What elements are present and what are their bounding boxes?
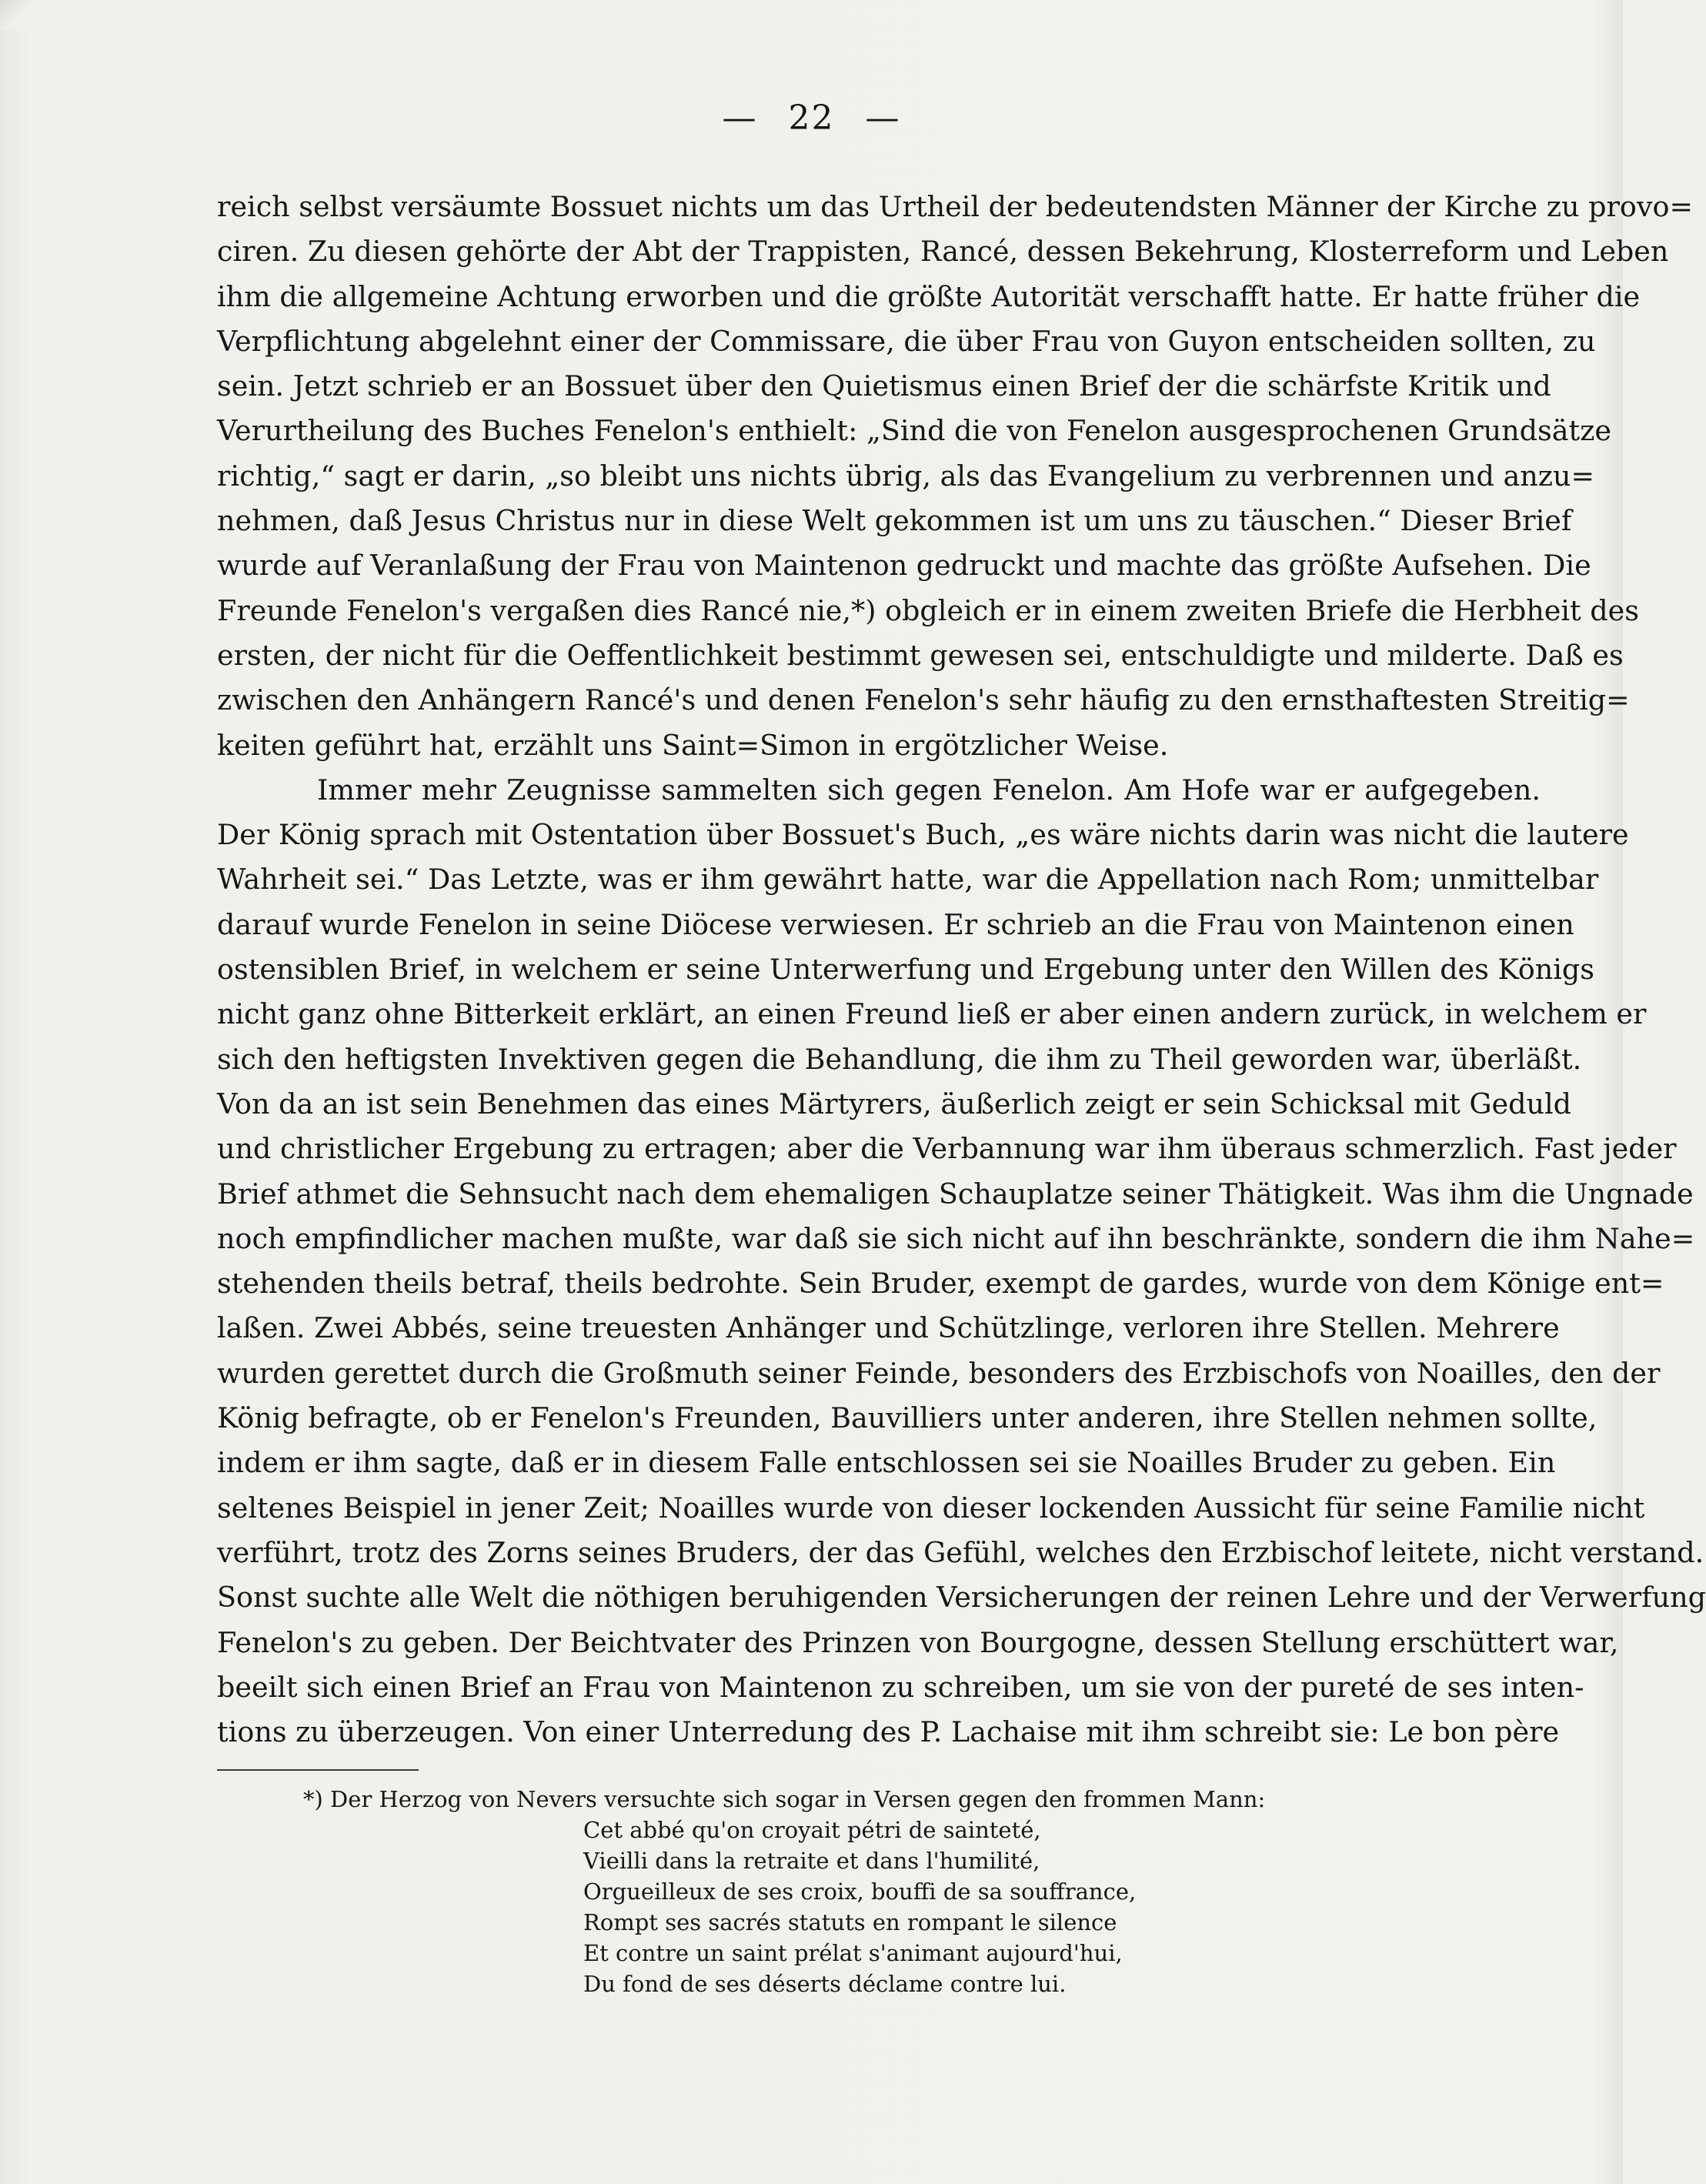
body-line: Der König sprach mit Ostentation über Bossuet's Buch, „es wäre nichts darin was nicht die lautere: [217, 818, 1629, 852]
body-line: verführt, trotz des Zorns seines Bruders, der das Gefühl, welches den Erzbischof leitete, nicht verstand.: [217, 1535, 1704, 1569]
page-number-dash-left: —: [722, 99, 758, 138]
body-line: Sonst suchte alle Welt die nöthigen beruhigenden Versicherungen der reinen Lehre und der Verwerfung: [217, 1581, 1706, 1615]
footnote-verse-line: Et contre un saint prélat s'animant aujourd'hui,: [583, 1940, 1123, 1966]
page-number: 22: [788, 99, 835, 138]
page-number-dash-right: —: [865, 99, 901, 138]
body-line: ciren. Zu diesen gehörte der Abt der Trappisten, Rancé, dessen Bekehrung, Klosterreform und Leben: [217, 235, 1669, 269]
body-line: wurden gerettet durch die Großmuth seiner Feinde, besonders des Erzbischofs von Noailles, den der: [217, 1356, 1661, 1390]
body-line: ersten, der nicht für die Oeffentlichkeit bestimmt gewesen sei, entschuldigte und milderte. Daß es: [217, 638, 1624, 672]
body-line: sein. Jetzt schrieb er an Bossuet über den Quietismus einen Brief der die schärfste Kritik und: [217, 369, 1551, 403]
body-line: indem er ihm sagte, daß er in diesem Falle entschlossen sei sie Noailles Bruder zu geben. Ein: [217, 1446, 1556, 1480]
footnote-verse-line: Rompt ses sacrés statuts en rompant le silence: [583, 1909, 1117, 1935]
footnote: [217, 1784, 1541, 1999]
body-line: Von da an ist sein Benehmen das eines Märtyrers, äußerlich zeigt er sein Schicksal mit Geduld: [217, 1087, 1572, 1120]
body-line: Verurtheilung des Buches Fenelon's enthielt: „Sind die von Fenelon ausgesprochenen Grundsätze: [217, 414, 1612, 448]
body-line: stehenden theils betraf, theils bedrohte. Sein Bruder, exempt de gardes, wurde von dem Könige ent=: [217, 1267, 1664, 1301]
body-line: reich selbst versäumte Bossuet nichts um das Urtheil der bedeutendsten Männer der Kirche zu provo=: [217, 190, 1694, 223]
body-line-paragraph-end: keiten geführt hat, erzählt uns Saint=Simon in ergötzlicher Weise.: [217, 728, 1169, 762]
body-line: wurde auf Veranlaßung der Frau von Maintenon gedruckt und machte das größte Aufsehen. Die: [217, 549, 1591, 583]
page-corner-fold: [0, 0, 31, 31]
body-line: ihm die allgemeine Achtung erworben und die größte Autorität verschafft hatte. Er hatte früher die: [217, 279, 1641, 313]
body-line-paragraph-start: Immer mehr Zeugnisse sammelten sich gegen Fenelon. Am Hofe war er aufgegeben.: [317, 773, 1541, 806]
footnote-verse-line: Cet abbé qu'on croyait pétri de sainteté,: [583, 1817, 1041, 1843]
body-line: Verpflichtung abgelehnt einer der Commissare, die über Frau von Guyon entscheiden sollten, zu: [217, 324, 1596, 358]
body-line: König befragte, ob er Fenelon's Freunden, Bauvilliers unter anderen, ihre Stellen nehmen sollte,: [217, 1401, 1597, 1435]
footnote-verse-line: Vieilli dans la retraite et dans l'humilité,: [583, 1848, 1040, 1874]
body-line: noch empfindlicher machen mußte, war daß sie sich nicht auf ihn beschränkte, sondern die ihm Nahe=: [217, 1221, 1695, 1255]
body-text: [217, 185, 1706, 1755]
body-line: und christlicher Ergebung zu ertragen; aber die Verbannung war ihm überaus schmerzlich. Fast jeder: [217, 1132, 1677, 1166]
body-line: beeilt sich einen Brief an Frau von Maintenon zu schreiben, um sie von der pureté de ses inten-: [217, 1670, 1584, 1704]
body-line: sich den heftigsten Invektiven gegen die Behandlung, die ihm zu Theil geworden war, überläßt.: [217, 1042, 1582, 1076]
footnote-verse-line: Orgueilleux de ses croix, bouffi de sa souffrance,: [583, 1878, 1137, 1905]
body-line: nicht ganz ohne Bitterkeit erklärt, an einen Freund ließ er aber einen andern zurück, in welchem er: [217, 997, 1647, 1031]
body-line: Wahrheit sei.“ Das Letzte, was er ihm gewährt hatte, war die Appellation nach Rom; unmittelbar: [217, 863, 1599, 897]
body-line: Fenelon's zu geben. Der Beichtvater des Prinzen von Bourgogne, dessen Stellung erschüttert war,: [217, 1625, 1619, 1659]
page-number-header: [0, 99, 1623, 138]
footnote-intro: *) Der Herzog von Nevers versuchte sich sogar in Versen gegen den frommen Mann:: [303, 1786, 1266, 1812]
body-line: seltenes Beispiel in jener Zeit; Noailles wurde von dieser lockenden Aussicht für seine Familie nicht: [217, 1491, 1645, 1524]
body-line: ostensiblen Brief, in welchem er seine Unterwerfung und Ergebung unter den Willen des Königs: [217, 953, 1595, 987]
body-line: Brief athmet die Sehnsucht nach dem ehemaligen Schauplatze seiner Thätigkeit. Was ihm die Ungnade: [217, 1177, 1694, 1211]
body-line: darauf wurde Fenelon in seine Diöcese verwiesen. Er schrieb an die Frau von Maintenon einen: [217, 907, 1574, 941]
body-line: tions zu überzeugen. Von einer Unterredung des P. Lachaise mit ihm schreibt sie: Le bon père: [217, 1715, 1560, 1749]
body-line: nehmen, daß Jesus Christus nur in diese Welt gekommen ist um uns zu täuschen.“ Dieser Brief: [217, 504, 1572, 538]
footnote-verse-line: Du fond de ses déserts déclame contre lui.: [583, 1971, 1067, 1997]
body-line: zwischen den Anhängern Rancé's und denen Fenelon's sehr häufig zu den ernsthaftesten Streitig=: [217, 683, 1630, 717]
body-line: laßen. Zwei Abbés, seine treuesten Anhänger und Schützlinge, verloren ihre Stellen. Mehrere: [217, 1311, 1560, 1345]
footnote-divider: [217, 1769, 419, 1771]
body-line: richtig,“ sagt er darin, „so bleibt uns nichts übrig, als das Evangelium zu verbrennen und anzu=: [217, 459, 1595, 493]
body-line: Freunde Fenelon's vergaßen dies Rancé nie,*) obgleich er in einem zweiten Briefe die Herbheit des: [217, 593, 1639, 627]
